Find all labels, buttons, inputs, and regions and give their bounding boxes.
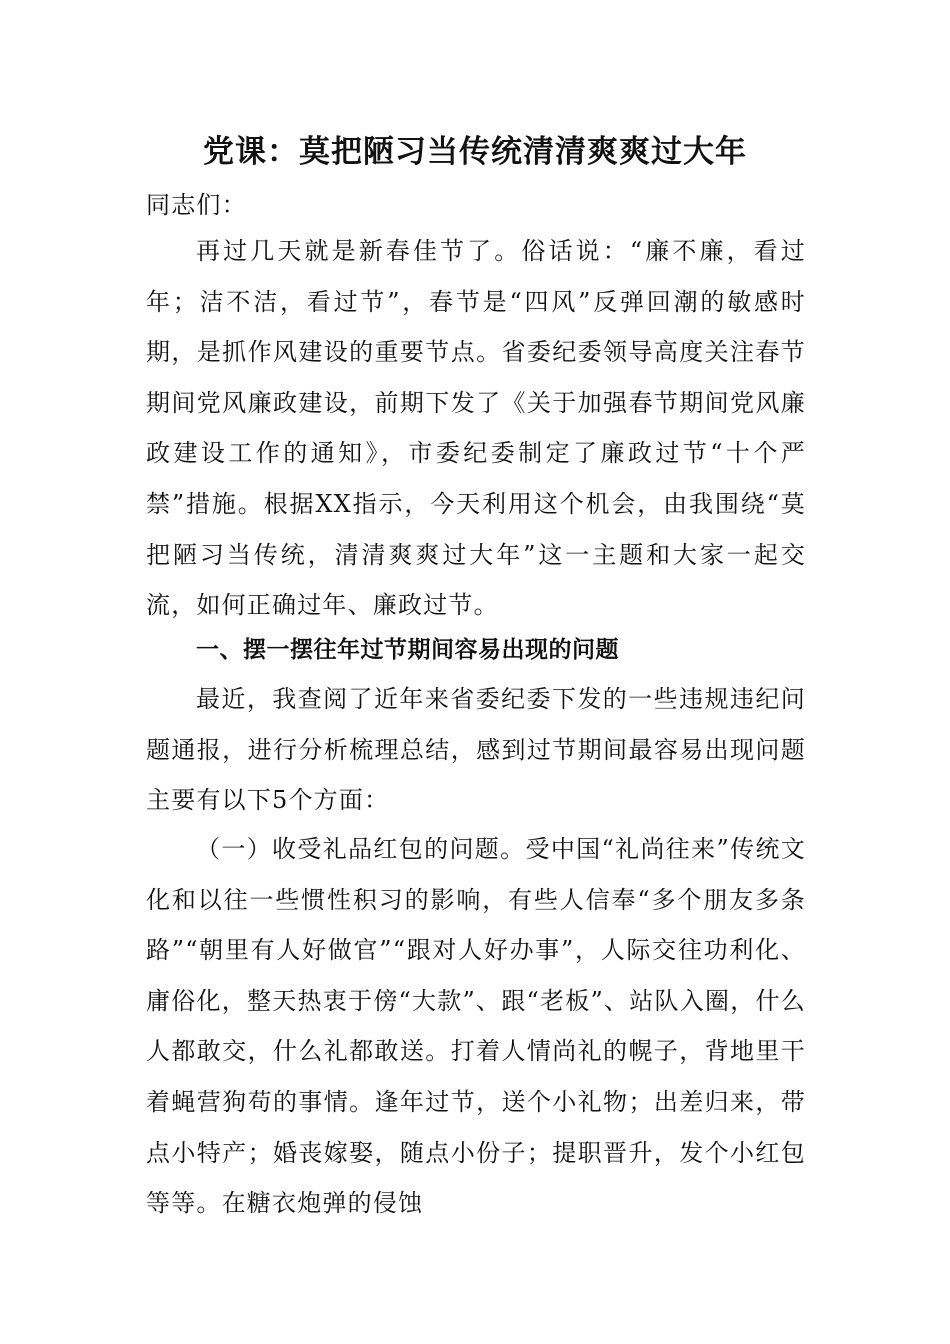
greeting: 同志们：	[146, 191, 247, 219]
paragraph-gifts-red-envelopes: （一）收受礼品红包的问题。受中国“礼尚往来”传统文化和以往一些惯性积习的影响，有些人信奉“多个朋友多条路”“朝里有人好做官”“跟对人好办事”，人际交往功利化、庸俗化，整天热衷于傍“大款”、跟“老板”、站队入圈，什么人都敢交，什么礼都敢送。打着人情尚礼的幌子，背地里干着蝇营狗苟的事情。逢年过节，送个小礼物；出差归来，带点小特产；婚丧嫁娶，随点小份子；提职晋升，发个小红包等等。在糖衣炮弹的侵蚀	[146, 835, 806, 1218]
paragraph-intro: 再过几天就是新春佳节了。俗话说：“廉不廉，看过年；洁不洁，看过节”，春节是“四风”反弹回潮的敏感时期，是抓作风建设的重要节点。省委纪委领导高度关注春节期间党风廉政建设，前期下发了《关于加强春节期间党风廉政建设工作的通知》，市委纪委制定了廉政过节“十个严禁”措施。根据XX指示，今天利用这个机会，由我围绕“莫把陋习当传统，清清爽爽过大年”这一主题和大家一起交流，如何正确过年、廉政过节。	[146, 237, 806, 620]
paragraph-problems-overview: 最近，我查阅了近年来省委纪委下发的一些违规违纪问题通报，进行分析梳理总结，感到过节期间最容易出现问题主要有以下5个方面：	[146, 685, 806, 815]
document-title: 党课：莫把陋习当传统清清爽爽过大年	[203, 134, 747, 170]
section-heading-1: 一、摆一摆往年过节期间容易出现的问题	[196, 637, 619, 663]
